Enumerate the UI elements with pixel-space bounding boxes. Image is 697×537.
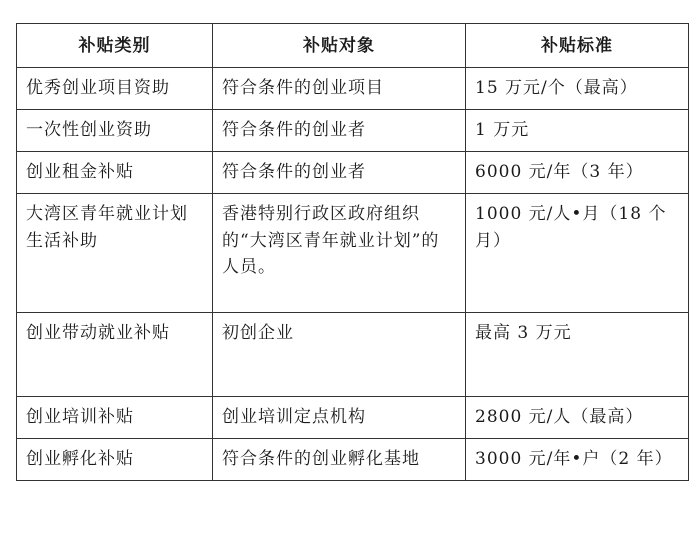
cell-target: 初创企业 <box>213 313 466 397</box>
cell-target: 符合条件的创业项目 <box>213 68 466 110</box>
cell-standard: 3000 元/年•户（2 年） <box>466 439 689 481</box>
table-row <box>17 397 689 439</box>
header-standard: 补贴标准 <box>466 24 689 68</box>
cell-category: 创业租金补贴 <box>17 152 213 194</box>
cell-target: 符合条件的创业者 <box>213 152 466 194</box>
cell-standard: 1 万元 <box>466 110 689 152</box>
cell-standard: 最高 3 万元 <box>466 313 689 397</box>
cell-standard: 6000 元/年（3 年） <box>466 152 689 194</box>
table-row <box>17 313 689 397</box>
cell-category: 创业培训补贴 <box>17 397 213 439</box>
cell-target: 创业培训定点机构 <box>213 397 466 439</box>
header-target: 补贴对象 <box>213 24 466 68</box>
cell-standard: 1000 元/人•月（18 个月） <box>466 194 689 313</box>
cell-category: 一次性创业资助 <box>17 110 213 152</box>
table-row <box>17 194 689 313</box>
cell-target: 符合条件的创业者 <box>213 110 466 152</box>
table-row <box>17 152 689 194</box>
cell-target: 符合条件的创业孵化基地 <box>213 439 466 481</box>
cell-target: 香港特别行政区政府组织的“大湾区青年就业计划”的人员。 <box>213 194 466 313</box>
cell-category: 优秀创业项目资助 <box>17 68 213 110</box>
table-row <box>17 110 689 152</box>
table-row <box>17 439 689 481</box>
table-header-row <box>17 24 689 68</box>
cell-standard: 15 万元/个（最高） <box>466 68 689 110</box>
table-row <box>17 68 689 110</box>
cell-standard: 2800 元/人（最高） <box>466 397 689 439</box>
cell-category: 大湾区青年就业计划生活补助 <box>17 194 213 313</box>
subsidy-table <box>16 23 689 481</box>
header-category: 补贴类别 <box>17 24 213 68</box>
cell-category: 创业孵化补贴 <box>17 439 213 481</box>
cell-category: 创业带动就业补贴 <box>17 313 213 397</box>
